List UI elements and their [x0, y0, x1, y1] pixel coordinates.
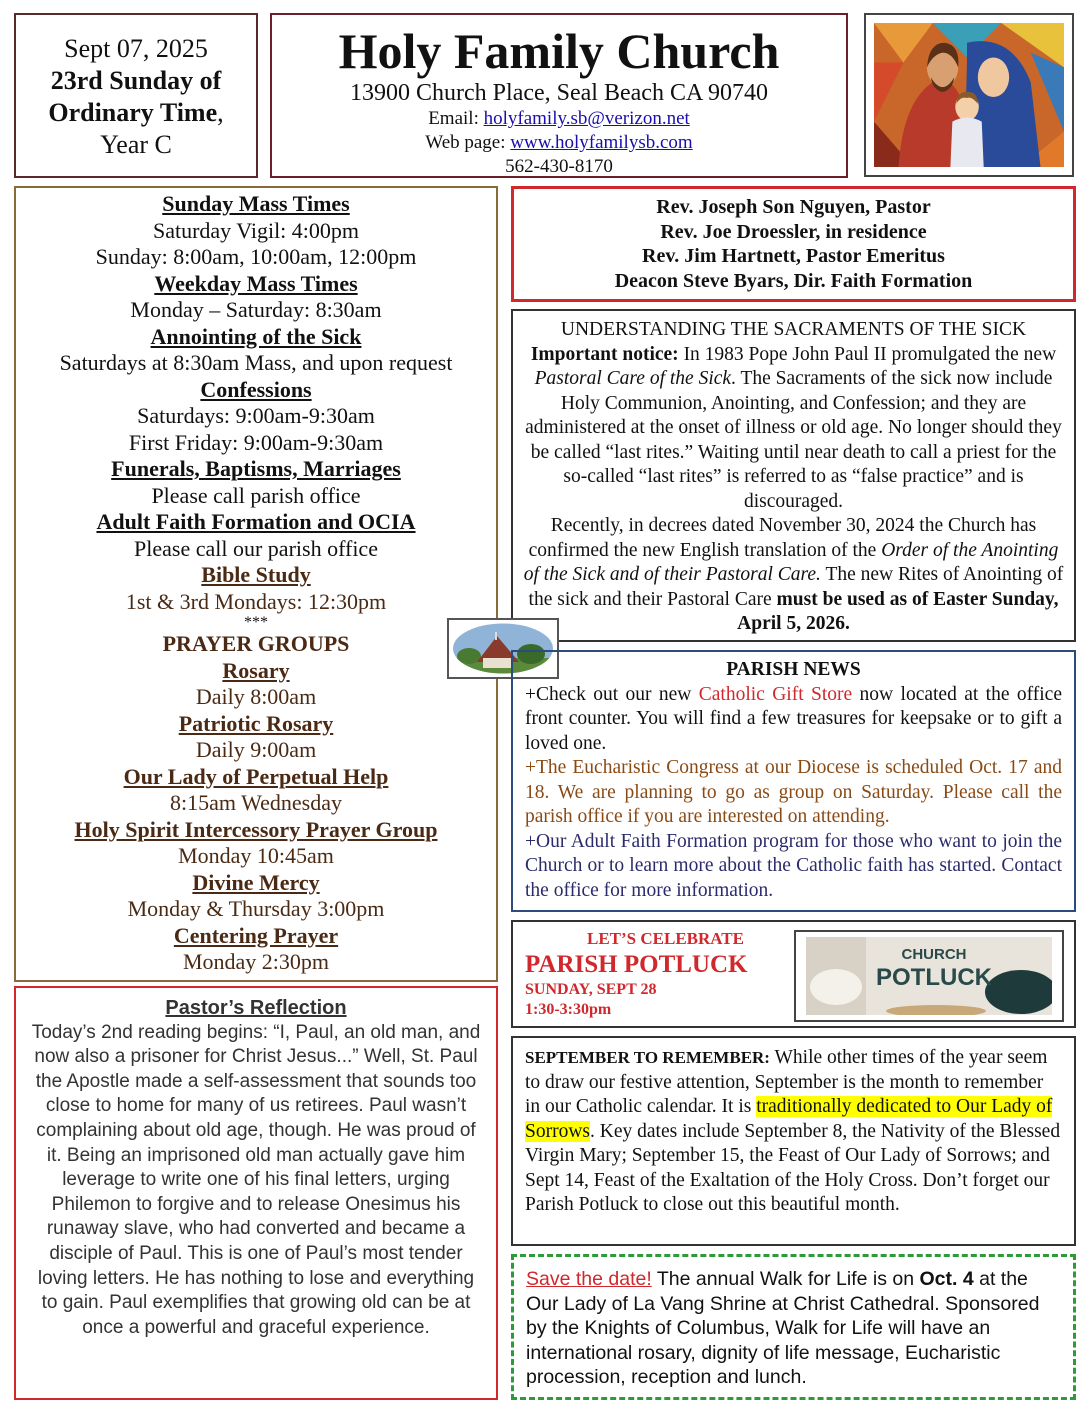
group-name: Centering Prayer: [173, 922, 339, 948]
sunday-mass-times: Sunday: 8:00am, 10:00am, 12:00pm: [95, 244, 417, 269]
potluck-graphic: [806, 937, 1052, 1015]
liturgical-year: Year C: [100, 130, 172, 159]
potluck-date: SUNDAY, SEPT 28: [525, 981, 657, 998]
text: . Key dates include September 8, the Nativity of the Blessed Virgin Mary; September 15, the Feast of Our Lady of Sorrows; and Sept 14, Feast of the Exaltation of the Holy Cross. Don’t forget our Parish Potluck to close out this beautiful month.: [525, 1120, 1061, 1215]
clergy-line: Rev. Jim Hartnett, Pastor Emeritus: [642, 245, 945, 267]
separator: ***: [244, 614, 268, 631]
group-name: Holy Spirit Intercessory Prayer Group: [74, 816, 438, 842]
sacraments-title: Funerals, Baptisms, Marriages: [111, 456, 401, 481]
september-to-remember: [511, 1036, 1076, 1246]
potluck-announcement: [511, 920, 1076, 1028]
pastoral-care-title: Pastoral Care of the Sick: [534, 368, 732, 389]
text: Recently, in decrees dated November 30, 2024 the Church has confirmed the new English translation of the: [528, 515, 1037, 561]
mass-schedule: [14, 186, 498, 982]
web-line: [272, 131, 846, 155]
text: The new Rites of Anointing of the sick and their Pastoral Care: [528, 564, 1064, 610]
anointing-times: Saturdays at 8:30am Mass, and upon request: [59, 350, 453, 375]
clergy-list: [511, 186, 1076, 302]
clergy-line: Rev. Joseph Son Nguyen, Pastor: [656, 196, 931, 218]
effective-date: must be used as of Easter Sunday, April 5, 2026.: [737, 588, 1059, 634]
pastor-reflection: [14, 986, 498, 1400]
clergy-line: Deacon Steve Byars, Dir. Faith Formation: [614, 269, 973, 292]
sacraments-note: Please call parish office: [151, 482, 361, 508]
confessions-first-friday: First Friday: 9:00am-9:30am: [128, 429, 384, 455]
parish-news: [511, 650, 1076, 912]
potluck-graphic-line2: POTLUCK: [876, 964, 992, 991]
walk-date: Oct. 4: [919, 1268, 974, 1290]
email-link[interactable]: holyfamily.sb@verizon.net: [483, 108, 690, 129]
news-item-eucharistic-congress: +The Eucharistic Congress at our Diocese is scheduled Oct. 17 and 18. We are planning to go as group on Saturday. Please call the parish office if you are interested on attending.: [525, 757, 1062, 827]
group-time: Daily 9:00am: [195, 737, 317, 762]
church-address: 13900 Church Place, Seal Beach CA 90740: [350, 80, 768, 106]
church-header: [270, 13, 848, 178]
weekday-mass-times: Monday – Saturday: 8:30am: [130, 297, 382, 322]
potluck-celebrate: LET’S CELEBRATE: [587, 929, 744, 948]
text: +Check out our new: [525, 683, 699, 705]
text: . The Sacraments of the sick now include Holy Communion, Anointing, and Confession; and they are administered at the onset of illness or old age. No longer should they be called “last rites.” Waiting until near death to call a priest for the so-called “last rites” is referred to as “false practice” and is discouraged.: [525, 368, 1062, 512]
order-title: Order of the Anointing of the Sick and of their Pastoral Care.: [523, 539, 1059, 585]
group-time: Monday 10:45am: [178, 843, 334, 868]
potluck-image: [794, 930, 1064, 1022]
faith-formation-note: Please call our parish office: [134, 535, 378, 561]
sacraments-paragraph-1: [523, 343, 1064, 515]
group-name: Rosary: [222, 657, 290, 683]
group-name: Divine Mercy: [192, 869, 320, 895]
group-name: Our Lady of Perpetual Help: [123, 763, 389, 789]
news-item-gift-store: [525, 683, 1062, 757]
news-item-faith-formation: +Our Adult Faith Formation program for those who want to join the Church or to learn more about the Catholic faith has started. Contact the office for more information.: [525, 830, 1062, 901]
weekday-mass-title: Weekday Mass Times: [154, 270, 358, 296]
group-time: Monday 2:30pm: [182, 949, 330, 974]
sacraments-notice: [511, 309, 1076, 642]
gift-store-name: Catholic Gift Store: [698, 683, 853, 705]
sunday-vigil-time: Saturday Vigil: 4:00pm: [152, 217, 360, 243]
confessions-saturdays: Saturdays: 9:00am-9:30am: [137, 403, 375, 428]
comma: ,: [217, 98, 224, 127]
text: While other times of the year seem to draw our festive attention, September is the month to remember in our Catholic calendar. It is: [525, 1047, 1048, 1117]
date-box: [14, 13, 258, 178]
important-label: Important notice:: [530, 343, 679, 365]
save-the-date-label: Save the date!: [526, 1268, 652, 1290]
holy-family-artwork: [864, 13, 1074, 177]
phone-number: 562-430-8170: [505, 156, 613, 177]
prayer-groups-title: PRAYER GROUPS: [162, 631, 350, 656]
walk-for-life: [511, 1254, 1076, 1400]
reflection-body: Today’s 2nd reading begins: “I, Paul, an old man, and now also a prisoner for Christ Jesus...” Well, St. Paul the Apostle made a self-assessment that sounds too close to home for many of us retirees. Paul wasn’t complaining about old age, though. He was proud of it. Being an imprisoned old man actually gave him leverage to write one of his final letters, urging Philemon to forgive and to release Onesimus his runaway slave, who had converted and became a disciple of Paul. This is one of Paul’s most tender loving letters. He has nothing to lose and everything to gain. Paul exemplifies that growing old can be at once a powerful and graceful experience.: [31, 1021, 481, 1338]
sacraments-paragraph-2: [523, 514, 1064, 637]
holy-family-icon: [874, 23, 1064, 167]
potluck-time: 1:30-3:30pm: [525, 1001, 612, 1018]
september-label: SEPTEMBER TO REMEMBER:: [525, 1048, 770, 1067]
group-time: Daily 8:00am: [195, 684, 317, 709]
anointing-title: Annointing of the Sick: [150, 323, 362, 349]
sunday-mass-title: Sunday Mass Times: [162, 191, 350, 216]
email-label: Email:: [428, 108, 484, 129]
text: In 1983 Pope John Paul II promulgated the new: [678, 343, 1057, 365]
faith-formation-title: Adult Faith Formation and OCIA: [96, 509, 416, 534]
potluck-graphic-line1: CHURCH: [901, 946, 967, 963]
bible-study-title: Bible Study: [201, 562, 311, 587]
text: now located at the office front counter. You will find a few treasures for keepsake or to gift a loved one.: [525, 683, 1062, 754]
potluck-text: [525, 928, 747, 1020]
group-time: Monday & Thursday 3:00pm: [127, 896, 385, 921]
group-time: 8:15am Wednesday: [170, 790, 342, 815]
clergy-line: Rev. Joe Droessler, in residence: [660, 220, 927, 243]
web-label: Web page:: [425, 132, 511, 153]
potluck-name: PARISH POTLUCK: [525, 951, 748, 978]
web-link[interactable]: www.holyfamilysb.com: [510, 132, 693, 153]
highlighted-dedication: traditionally dedicated to Our Lady of Sorrows: [525, 1096, 1053, 1142]
group-name: Patriotic Rosary: [178, 710, 334, 736]
reflection-title: Pastor’s Reflection: [165, 997, 347, 1019]
bible-study-times: 1st & 3rd Mondays: 12:30pm: [125, 588, 387, 614]
text: at the Our Lady of La Vang Shrine at Christ Cathedral. Sponsored by the Knights of Columbus, Walk for Life will have an international rosary, dignity of life message, Eucharistic procession, reception and lunch.: [526, 1268, 1040, 1388]
liturgical-sunday-line1: 23rd Sunday of: [50, 66, 222, 95]
bulletin-date: Sept 07, 2025: [64, 34, 208, 63]
news-title: PARISH NEWS: [726, 659, 861, 680]
liturgical-sunday-line2: Ordinary Time: [48, 98, 218, 127]
text: The annual Walk for Life is on: [651, 1268, 920, 1290]
church-name: Holy Family Church: [338, 23, 780, 79]
confessions-title: Confessions: [200, 376, 312, 402]
email-line: [272, 107, 846, 131]
sacraments-title: UNDERSTANDING THE SACRAMENTS OF THE SICK: [560, 319, 1027, 340]
